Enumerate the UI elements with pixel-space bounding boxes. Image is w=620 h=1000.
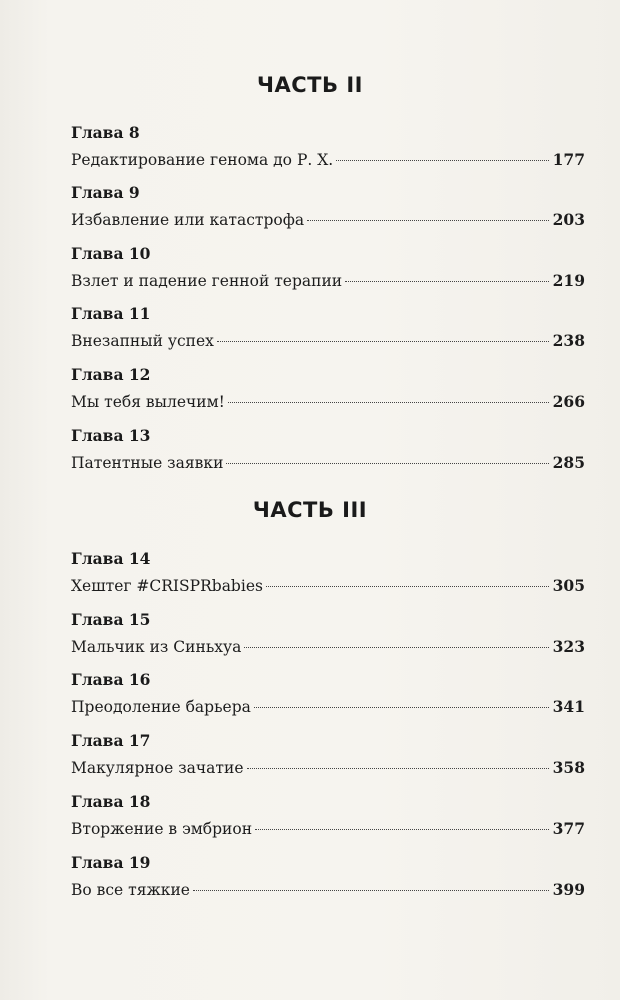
chapter-title: Внезапный успех <box>71 332 214 350</box>
chapter-title: Хештег #CRISPRbabies <box>71 577 263 595</box>
dot-leader <box>193 890 549 891</box>
part-heading: ЧАСТЬ II <box>257 73 363 97</box>
dot-leader <box>228 402 549 403</box>
dot-leader <box>307 220 549 221</box>
chapter-title: Редактирование генома до Р. Х. <box>71 151 334 169</box>
dot-leader <box>255 829 549 830</box>
chapter-title: Взлет и падение генной терапии <box>71 272 343 290</box>
page-number: 323 <box>552 637 585 656</box>
toc-entry <box>71 305 585 355</box>
toc-entry <box>71 732 585 782</box>
chapter-title: Макулярное зачатие <box>71 759 244 777</box>
toc-entry <box>71 245 585 295</box>
toc-entry <box>71 427 585 477</box>
chapter-label: Глава 13 <box>71 426 151 445</box>
toc-entry <box>71 184 585 234</box>
toc-entry <box>71 854 585 904</box>
part-heading: ЧАСТЬ III <box>252 498 368 522</box>
chapter-title: Преодоление барьера <box>71 698 251 716</box>
chapter-label: Глава 12 <box>71 365 151 384</box>
toc-entry <box>71 611 585 661</box>
dot-leader <box>336 160 548 161</box>
dot-leader <box>247 768 549 769</box>
page-number: 203 <box>552 210 585 229</box>
dot-leader <box>226 463 548 464</box>
toc-entry <box>71 124 585 174</box>
page-number: 238 <box>552 331 585 350</box>
chapter-title: Мальчик из Синьхуа <box>71 638 242 656</box>
chapter-label: Глава 9 <box>71 183 140 202</box>
page-number: 377 <box>552 819 585 838</box>
toc-entry <box>71 671 585 721</box>
dot-leader <box>254 707 549 708</box>
page-number: 305 <box>552 576 585 595</box>
chapter-label: Глава 14 <box>71 549 151 568</box>
toc-entry <box>71 793 585 843</box>
chapter-title: Вторжение в эмбрион <box>71 820 253 838</box>
toc-entry <box>71 366 585 416</box>
page-number: 358 <box>552 758 585 777</box>
page-number: 219 <box>552 271 585 290</box>
chapter-label: Глава 8 <box>71 123 140 142</box>
chapter-title: Патентные заявки <box>71 454 224 472</box>
page-number: 399 <box>552 880 585 899</box>
chapter-label: Глава 10 <box>71 244 151 263</box>
toc-entry <box>71 550 585 600</box>
chapter-label: Глава 11 <box>71 304 151 323</box>
chapter-title: Мы тебя вылечим! <box>71 393 225 411</box>
chapter-label: Глава 17 <box>71 731 151 750</box>
chapter-label: Глава 19 <box>71 853 151 872</box>
page-number: 177 <box>552 150 585 169</box>
dot-leader <box>266 586 549 587</box>
dot-leader <box>217 341 549 342</box>
dot-leader <box>244 647 548 648</box>
chapter-title: Во все тяжкие <box>71 881 190 899</box>
dot-leader <box>345 281 549 282</box>
page-number: 341 <box>552 697 585 716</box>
chapter-label: Глава 15 <box>71 610 151 629</box>
page-number: 285 <box>552 453 585 472</box>
chapter-label: Глава 16 <box>71 670 151 689</box>
chapter-label: Глава 18 <box>71 792 151 811</box>
chapter-title: Избавление или катастрофа <box>71 211 305 229</box>
page-number: 266 <box>552 392 585 411</box>
